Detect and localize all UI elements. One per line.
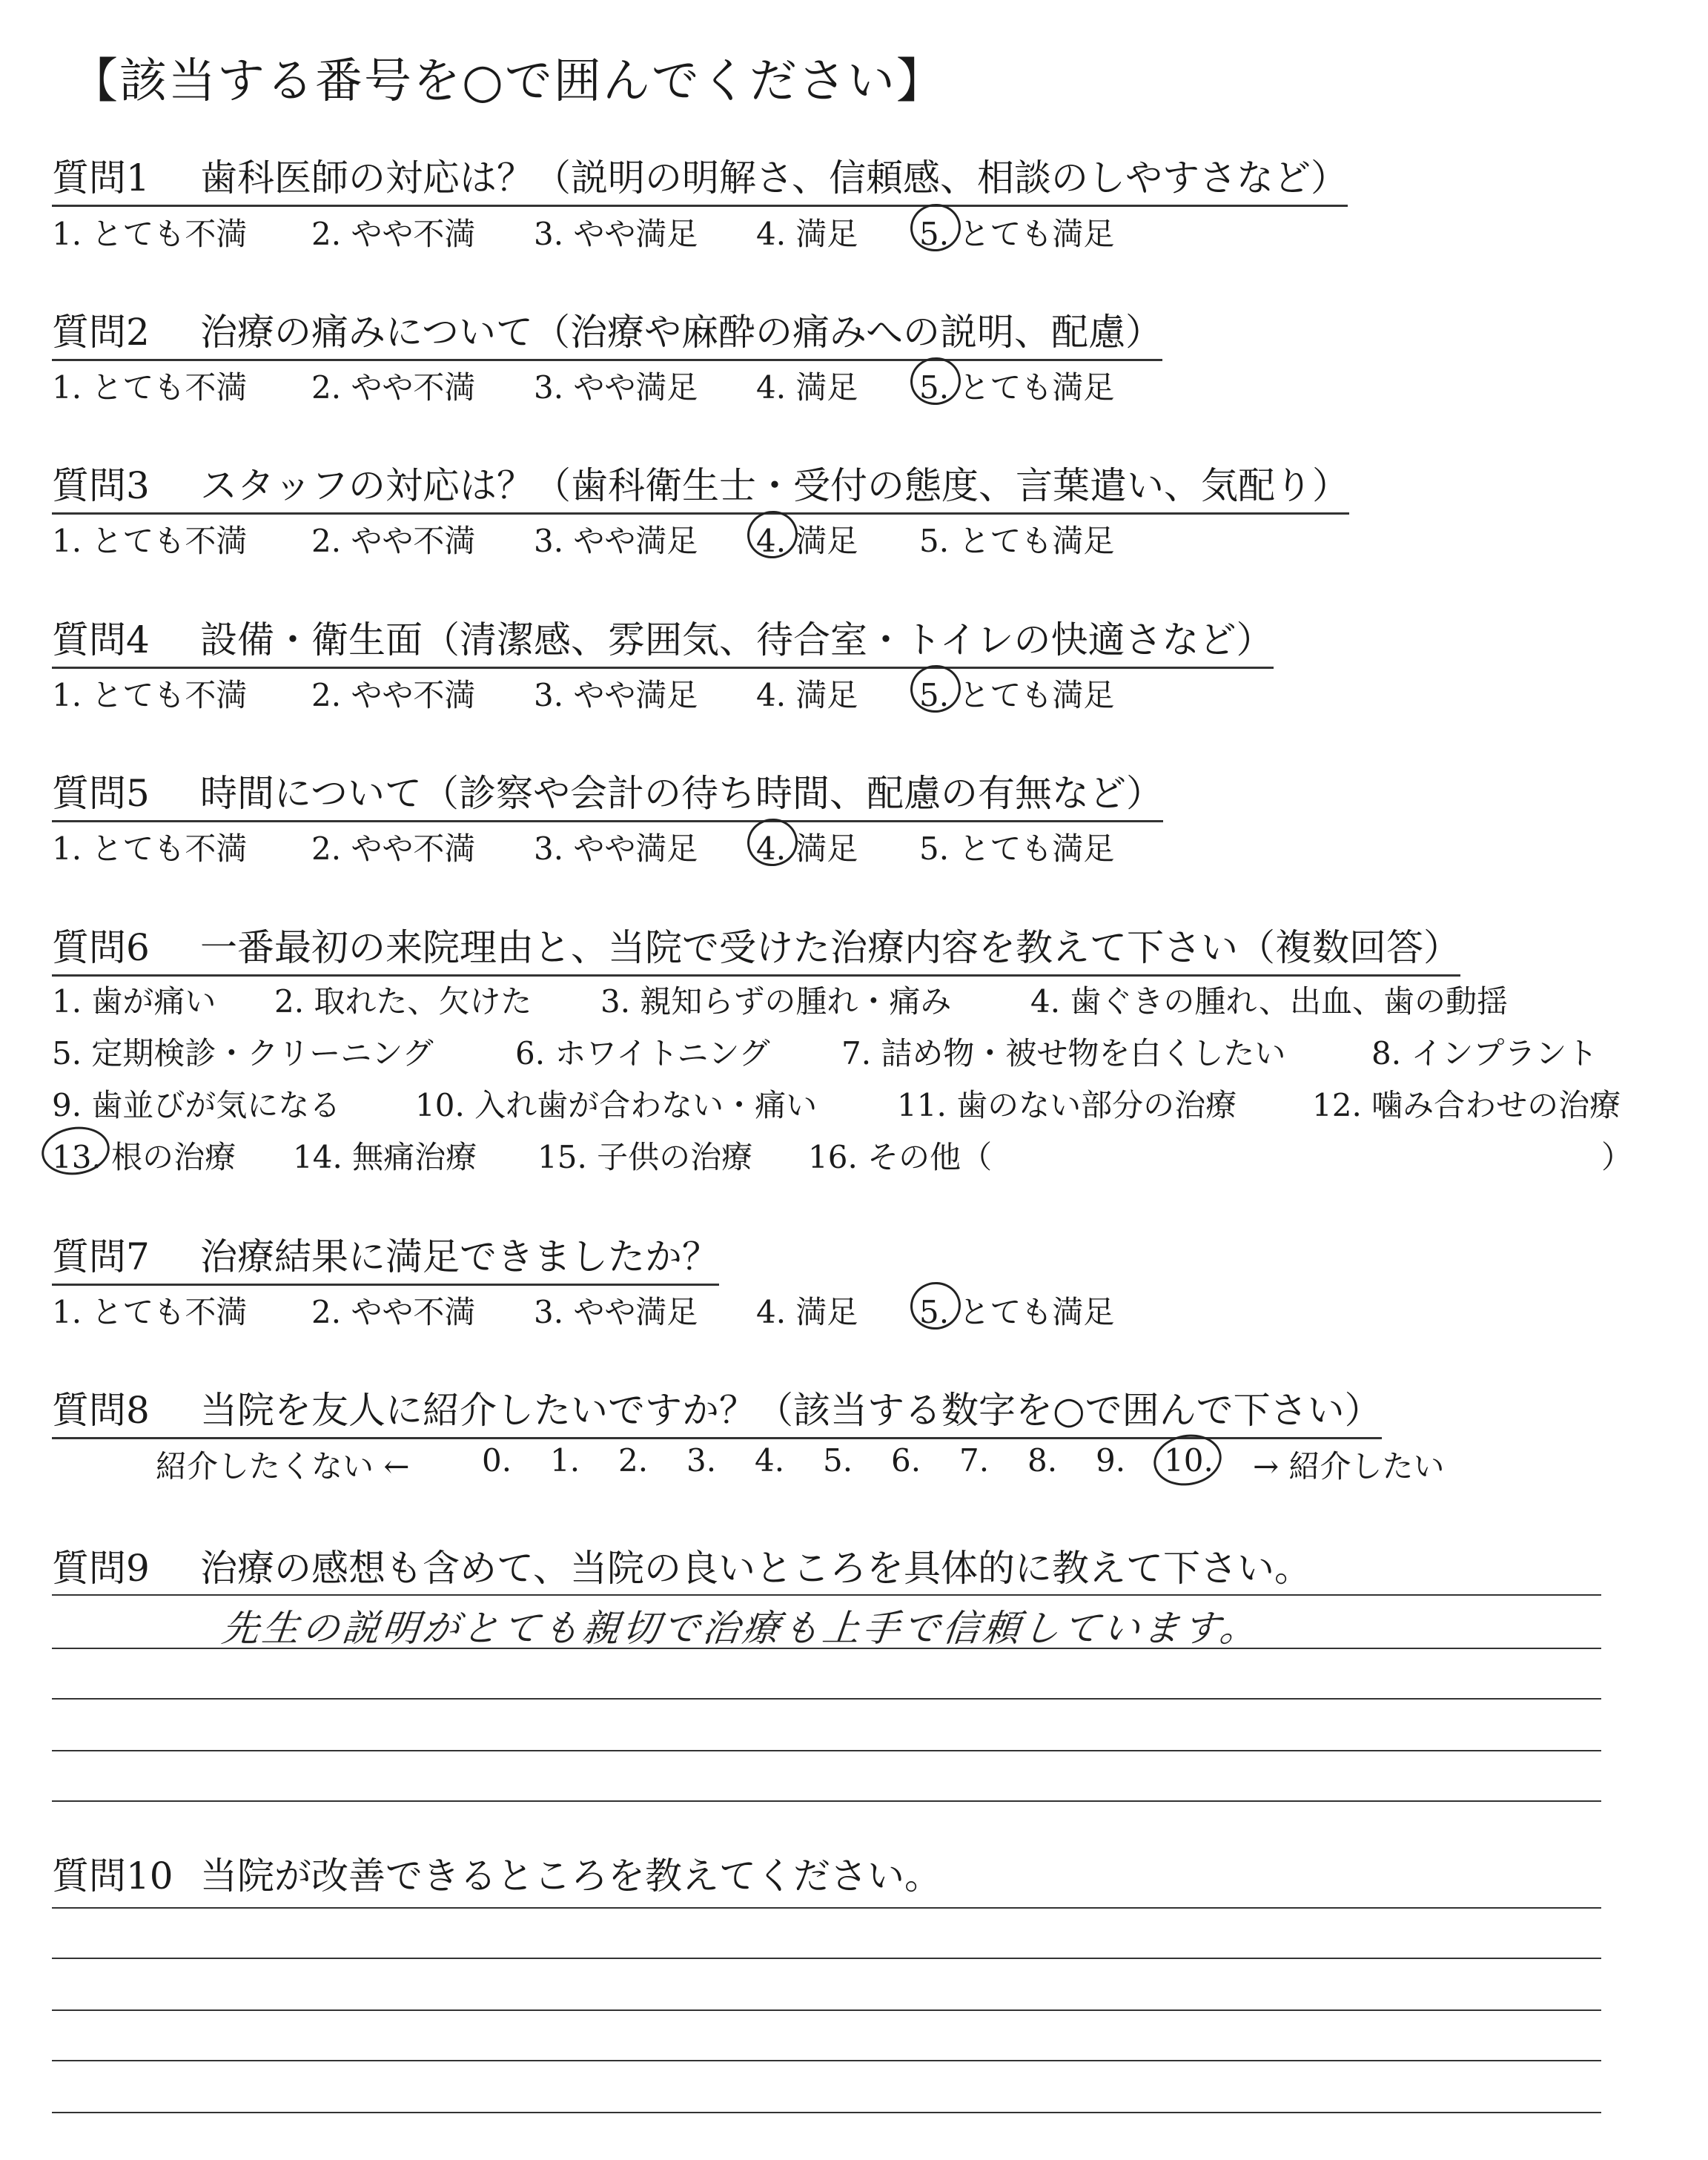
question-8-number: 質問8 [52,1389,150,1432]
question-1-heading [52,148,1348,207]
page-title: 【該当する番号を○で囲んでください】 [70,54,945,109]
q4-option-2[interactable]: 2. やや不満 [311,677,476,713]
question-6-text: 一番最初の来院理由と、当院で受けた治療内容を教えて下さい（複数回答） [200,926,1460,969]
q6-option-1[interactable]: 1. 歯が痛い [52,983,216,1020]
question-9-number: 質問9 [52,1547,150,1590]
question-1-text: 歯科医師の対応は？（説明の明解さ、信頼感、相談のしやすさなど） [200,156,1348,199]
q7-option-1[interactable]: 1. とても不満 [52,1294,248,1330]
q3-option-2[interactable]: 2. やや不満 [311,523,476,559]
question-2-text: 治療の痛みについて（治療や麻酔の痛みへの説明、配慮） [200,311,1162,354]
question-4-text: 設備・衛生面（清潔感、雰囲気、待合室・トイレの快適さなど） [200,618,1274,661]
q4-option-4[interactable]: 4. 満足 [756,677,858,713]
scale-9[interactable]: 9. [1096,1442,1126,1479]
question-2-number: 質問2 [52,311,150,354]
q4-option-1[interactable]: 1. とても不満 [52,677,248,713]
scale-high-label: → 紹介したい [1253,1448,1445,1484]
q1-option-1[interactable]: 1. とても不満 [52,216,248,252]
q6-option-4[interactable]: 4. 歯ぐきの腫れ、出血、歯の動揺 [1030,983,1508,1020]
q6-option-11[interactable]: 11. 歯のない部分の治療 [897,1087,1237,1123]
q6-option-6[interactable]: 6. ホワイトニング [515,1035,770,1071]
question-2-heading [52,303,1162,361]
scale-8[interactable]: 8. [1027,1442,1058,1479]
q7-option-4[interactable]: 4. 満足 [756,1294,858,1330]
question-10-heading [52,1846,941,1903]
question-5-text: 時間について（診察や会計の待ち時間、配慮の有無など） [200,772,1163,815]
q2-option-3[interactable]: 3. やや満足 [534,369,698,406]
q10-answer-line-4[interactable] [52,2060,1601,2061]
q6-option-16[interactable]: 16. その他（ [808,1139,993,1175]
q5-option-5[interactable]: 5. とても満足 [919,830,1115,867]
q4-option-3[interactable]: 3. やや満足 [534,677,698,713]
q1-option-3[interactable]: 3. やや満足 [534,216,698,252]
question-10-text: 当院が改善できるところを教えてください。 [200,1855,941,1898]
scale-5[interactable]: 5. [823,1442,853,1479]
question-10-number: 質問10 [52,1855,173,1898]
q10-answer-line-3[interactable] [52,2009,1601,2011]
q9-handwritten-answer: 先生の説明がとても親切で治療も上手で信頼しています。 [219,1607,1262,1650]
q1-option-5-selected[interactable]: 5. とても満足 [919,210,1114,254]
question-1-number: 質問1 [52,156,150,199]
question-5-heading [52,764,1163,822]
scale-2[interactable]: 2. [618,1442,649,1479]
q3-option-3[interactable]: 3. やや満足 [534,523,698,559]
question-7-heading [52,1227,719,1286]
q9-answer-line-5[interactable] [52,1800,1601,1802]
q6-option-12[interactable]: 12. 噛み合わせの治療 [1312,1087,1621,1123]
question-3-heading [52,456,1349,515]
q3-option-5[interactable]: 5. とても満足 [919,523,1115,559]
question-5-number: 質問5 [52,772,150,815]
scale-10-selected[interactable]: 10. [1164,1442,1214,1479]
q6-option-2[interactable]: 2. 取れた、欠けた [274,983,532,1020]
question-3-number: 質問3 [52,464,150,507]
q10-answer-line-5[interactable] [52,2112,1601,2113]
q1-option-4[interactable]: 4. 満足 [756,216,858,252]
scale-4[interactable]: 4. [755,1442,785,1479]
question-4-number: 質問4 [52,618,150,661]
q4-option-5-selected[interactable]: 5. とても満足 [919,671,1114,716]
q5-option-1[interactable]: 1. とても不満 [52,830,248,867]
scale-3[interactable]: 3. [686,1442,717,1479]
question-9-heading [52,1539,1311,1595]
q9-answer-line-2[interactable] [52,1648,1601,1649]
question-4-heading [52,610,1274,669]
q6-option-5[interactable]: 5. 定期検診・クリーニング [52,1035,434,1071]
q2-option-4[interactable]: 4. 満足 [756,369,858,406]
q6-option-10[interactable]: 10. 入れ歯が合わない・痛い [415,1087,818,1123]
question-8-heading [52,1381,1382,1439]
q10-answer-line-2[interactable] [52,1958,1601,1959]
q10-answer-line-1[interactable] [52,1907,1601,1909]
q9-answer-line-4[interactable] [52,1750,1601,1751]
q6-option-9[interactable]: 9. 歯並びが気になる [52,1087,341,1123]
question-7-text: 治療結果に満足できましたか？ [200,1235,719,1278]
scale-1[interactable]: 1. [550,1442,580,1479]
q6-option-3[interactable]: 3. 親知らずの腫れ・痛み [600,983,952,1020]
q6-option-7[interactable]: 7. 詰め物・被せ物を白くしたい [841,1035,1286,1071]
scale-7[interactable]: 7. [959,1442,990,1479]
q7-option-2[interactable]: 2. やや不満 [311,1294,476,1330]
q5-option-3[interactable]: 3. やや満足 [534,830,698,867]
scale-6[interactable]: 6. [891,1442,921,1479]
question-6-heading [52,918,1460,977]
q9-answer-line-3[interactable] [52,1698,1601,1700]
question-7-number: 質問7 [52,1235,150,1278]
q2-option-1[interactable]: 1. とても不満 [52,369,248,406]
q2-option-2[interactable]: 2. やや不満 [311,369,476,406]
question-6-number: 質問6 [52,926,150,969]
q1-option-2[interactable]: 2. やや不満 [311,216,476,252]
q5-option-4-selected[interactable]: 4. 満足 [756,825,858,869]
q6-option-8[interactable]: 8. インプラント [1371,1035,1598,1071]
q5-option-2[interactable]: 2. やや不満 [311,830,476,867]
scale-low-label: 紹介したくない ← [156,1448,410,1484]
q7-option-5-selected[interactable]: 5. とても満足 [919,1288,1114,1332]
q6-other-close-paren: ） [1601,1139,1633,1175]
q6-option-15[interactable]: 15. 子供の治療 [537,1139,753,1175]
q3-option-1[interactable]: 1. とても不満 [52,523,248,559]
q7-option-3[interactable]: 3. やや満足 [534,1294,698,1330]
q3-option-4-selected[interactable]: 4. 満足 [756,517,858,561]
q6-option-14[interactable]: 14. 無痛治療 [293,1139,477,1175]
scale-0[interactable]: 0. [482,1442,512,1479]
q2-option-5-selected[interactable]: 5. とても満足 [919,363,1114,408]
question-9-text: 治療の感想も含めて、当院の良いところを具体的に教えて下さい。 [200,1547,1311,1590]
question-3-text: スタッフの対応は？（歯科衛生士・受付の態度、言葉遣い、気配り） [200,464,1349,507]
question-8-text: 当院を友人に紹介したいですか？（該当する数字を○で囲んで下さい） [200,1389,1382,1432]
q9-answer-line-1 [52,1594,1601,1596]
q6-option-13-selected[interactable]: 13. 根の治療 [52,1133,236,1178]
